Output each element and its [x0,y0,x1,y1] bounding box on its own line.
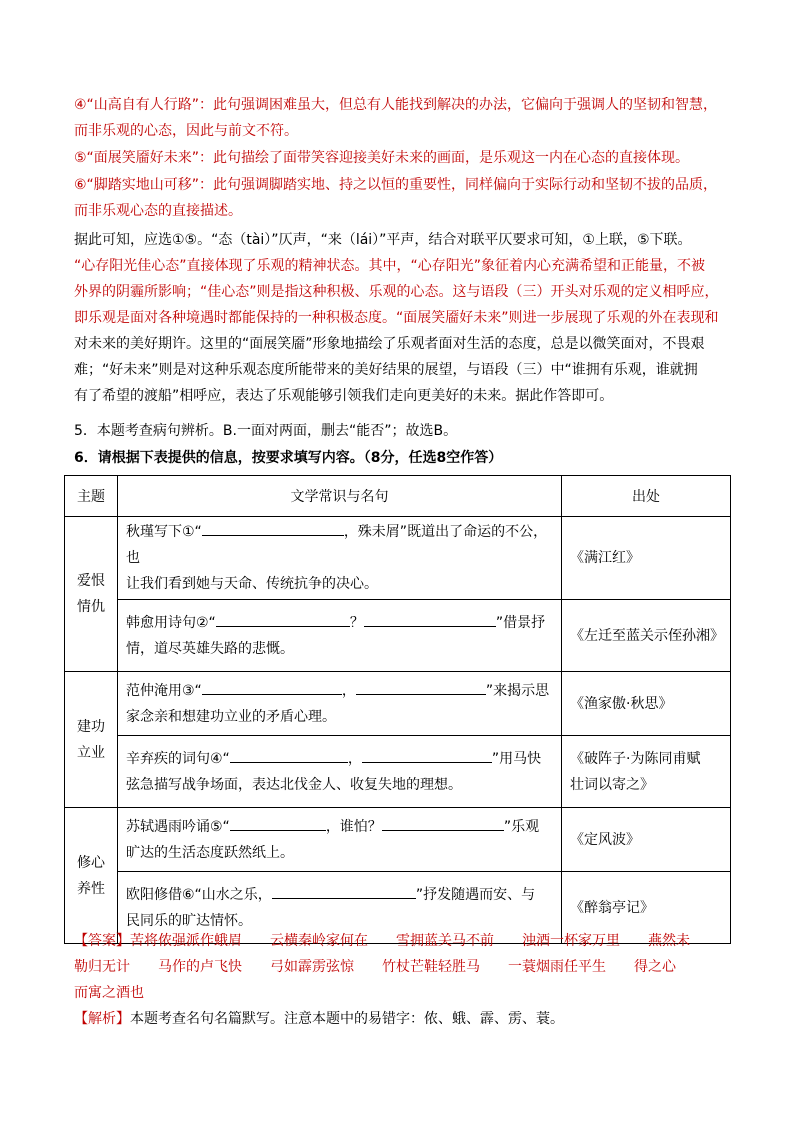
topic-cell: 修心 养性 [65,808,118,944]
explanation-block [74,1006,726,1032]
analysis-conclusion [74,227,726,409]
table-row [65,517,731,600]
answer-block [74,928,734,1006]
answer-item: 雪拥蓝关马不前 [396,933,494,949]
table-row [65,736,731,808]
table-header-row [65,476,731,517]
fill-blank-3a[interactable] [202,679,342,695]
answer-item: 浊酒一杯家万里 [522,933,620,949]
analysis-item-4-line2: 而非乐观的心态，因此与前文不符。 [74,123,298,139]
analysis-item-4 [74,92,726,144]
header-source: 出处 [562,476,731,517]
source-cell: 《满江红》 [562,517,731,600]
answer-item: 一蓑烟雨任平生 [508,959,606,975]
source-cell: 《醉翁亭记》 [562,872,731,944]
content-cell: 苏轼遇雨吟诵⑤“ ，谁怕？ ”乐观 旷达的生活态度跃然纸上。 [118,808,562,872]
table-row [65,600,731,672]
analysis-item-6-line1: ⑥“脚踏实地山可移”：此句强调脚踏实地、持之以恒的重要性，同样偏向于实际行动和坚韧不拔的品质， [74,177,718,193]
fill-blank-2b[interactable] [364,611,496,627]
content-cell: 欧阳修借⑥“山水之乐， ”抒发随遇而安、与 民同乐的旷达情怀。 [118,872,562,944]
answer-item: 勒归无计 [74,959,130,975]
fill-blank-4b[interactable] [362,747,492,763]
content-cell: 秋瑾写下①“ ，殊未屑”既道出了命运的不公，也 让我们看到她与天命、传统抗争的决心。 [118,517,562,600]
analysis-item-4-line1: ④“山高自有人行路”：此句强调困难虽大，但总有人能找到解决的办法，它偏向于强调人的坚韧和智慧， [74,97,718,113]
table-row [65,672,731,736]
source-cell: 《渔家傲·秋思》 [562,672,731,736]
conclusion-line-3: 外界的阴霾所影响；“佳心态”则是指这种积极、乐观的心态。这与语段（三）开头对乐观的定义相呼应， [74,284,719,300]
analysis-item-5: ⑤“面展笑靥好未来”：此句描绘了面带笑容迎接美好未来的画面，是乐观这一内在心态的直接体现。 [74,150,690,166]
fill-blank-1[interactable] [202,520,344,536]
answer-label: 【答案】 [74,933,130,949]
answer-item: 弓如霹雳弦惊 [270,959,354,975]
answer-item: 云横秦岭家何在 [270,933,368,949]
conclusion-line-5: 对未来的美好期许。这里的“面展笑靥”形象地描绘了乐观者面对生活的态度，总是以微笑面对，不畏艰 [74,336,705,352]
fill-blank-4a[interactable] [230,747,348,763]
conclusion-line-6: 难；“好未来”则是对这种乐观态度所能带来的美好结果的展望，与语段（三）中“谁拥有乐观，谁就拥 [74,362,698,378]
question-5-answer: 5．本题考查病句辨析。B.一面对两面，删去“能否”；故选B。 [74,423,458,439]
header-topic: 主题 [65,476,118,517]
answer-item: 马作的卢飞快 [158,959,242,975]
analysis-item-6 [74,172,726,224]
analysis-item-6-line2: 而非乐观心态的直接描述。 [74,203,242,219]
question-6-title: 6．请根据下表提供的信息，按要求填写内容。（8分，任选8空作答） [74,450,503,466]
answer-item: 竹杖芒鞋轻胜马 [382,959,480,975]
conclusion-line-7: 有了希望的渡船”相呼应，表达了乐观能够引领我们走向更美好的未来。据此作答即可。 [74,388,614,404]
content-cell: 范仲淹用③“ ， ”来揭示思 家念亲和想建功立业的矛盾心理。 [118,672,562,736]
fill-blank-6[interactable] [272,883,416,899]
conclusion-line-2: “心存阳光佳心态”直接体现了乐观的精神状态。其中，“心存阳光”象征着内心充满希望和正能量，不被 [74,258,706,274]
fill-blank-5b[interactable] [382,815,504,831]
header-content: 文学常识与名句 [118,476,562,517]
answer-item: 苦将侬强派作蛾眉 [130,933,242,949]
explanation-text: 本题考查名句名篇默写。注意本题中的易错字：侬、蛾、霹、雳、蓑。 [130,1011,564,1027]
content-cell: 辛弃疾的词句④“ ， ”用马快 弦急描写战争场面，表达北伐金人、收复失地的理想。 [118,736,562,808]
fill-blank-5a[interactable] [230,815,326,831]
source-cell: 《定风波》 [562,808,731,872]
answer-item: 得之心 [634,959,676,975]
table-row [65,808,731,872]
explanation-label: 【解析】 [74,1011,130,1027]
question-6-table [64,475,731,944]
topic-cell: 建功 立业 [65,672,118,808]
answer-item: 而寓之酒也 [74,985,144,1001]
conclusion-line-1: 据此可知，应选①⑤。“态（tài）”仄声，“来（lái）”平声，结合对联平仄要求可知，①上联，⑤下联。 [74,232,692,248]
fill-blank-2a[interactable] [216,611,350,627]
conclusion-line-4: 即乐观是面对各种境遇时都能保持的一种积极态度。“面展笑靥好未来”则进一步展现了乐观的外在表现和 [74,310,719,326]
answer-item: 燕然未 [648,933,690,949]
source-cell: 《左迁至蓝关示侄孙湘》 [562,600,731,672]
topic-cell: 爱恨 情仇 [65,517,118,672]
fill-blank-3b[interactable] [356,679,486,695]
source-cell: 《破阵子·为陈同甫赋 壮词以寄之》 [562,736,731,808]
content-cell: 韩愈用诗句②“ ？ ”借景抒 情，道尽英雄失路的悲慨。 [118,600,562,672]
